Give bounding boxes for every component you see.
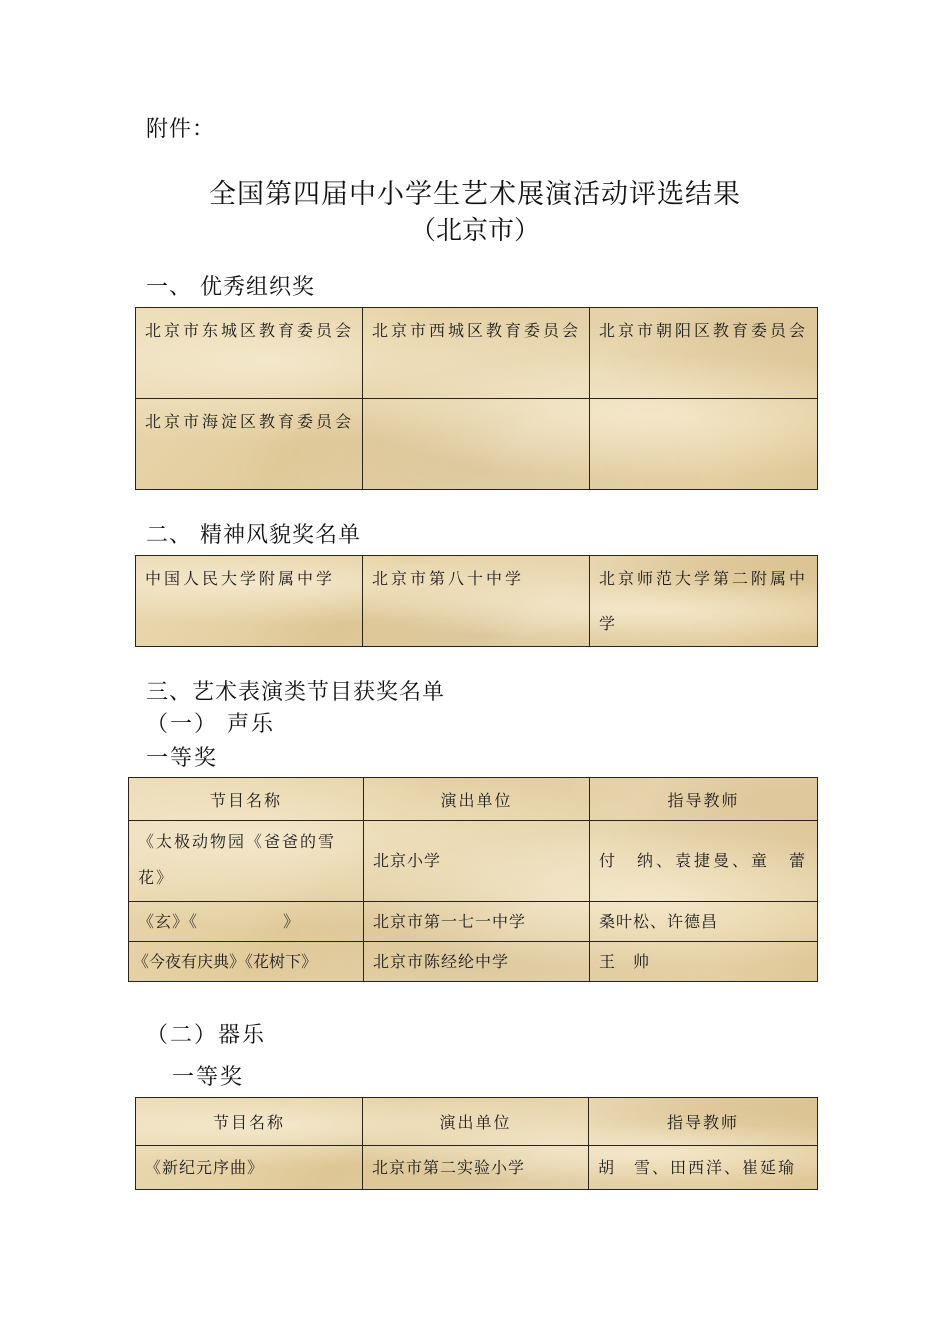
organization-award-table (135, 307, 818, 490)
instructors: 桑叶松、许德昌 (590, 902, 818, 942)
program-name: 《今夜有庆典》《花树下》 (129, 942, 364, 982)
table-cell: 北京市海淀区教育委员会 (136, 399, 363, 490)
table-row (129, 821, 818, 902)
document-title: 全国第四届中小学生艺术展演活动评选结果 (209, 179, 741, 210)
column-header: 演出单位 (364, 778, 590, 821)
instructors: 胡 雪、田西洋、崔延瑜 (589, 1146, 818, 1190)
table-header-row (136, 1098, 818, 1146)
table-cell (590, 399, 818, 490)
prize-level-instrumental: 一等奖 (172, 1065, 245, 1090)
document-subtitle: （北京市） (409, 216, 540, 246)
performer-unit: 北京市陈经纶中学 (364, 942, 590, 982)
performer-unit: 北京市第二实验小学 (363, 1146, 589, 1190)
table-row (129, 902, 818, 942)
table-row (136, 1146, 818, 1190)
table-cell (363, 399, 590, 490)
table-row (136, 308, 818, 399)
table-cell: 北京市东城区教育委员会 (136, 308, 363, 399)
table-cell: 北京师范大学第二附属中学 (590, 556, 818, 647)
table-cell: 北京市朝阳区教育委员会 (590, 308, 818, 399)
section-heading-spirit-award: 二、 精神风貌奖名单 (146, 523, 361, 548)
vocal-awards-table (128, 777, 818, 982)
column-header: 节目名称 (129, 778, 364, 821)
subsection-heading-instrumental: （二）器乐 (146, 1023, 267, 1048)
table-row (136, 399, 818, 490)
table-cell: 北京市第八十中学 (363, 556, 590, 647)
spirit-award-table (135, 555, 818, 647)
program-name: 《新纪元序曲》 (136, 1146, 363, 1190)
prize-level-vocal: 一等奖 (146, 746, 219, 771)
table-row (129, 942, 818, 982)
table-row (136, 556, 818, 647)
program-name: 《太极动物园《爸爸的雪花》 (129, 821, 364, 902)
attachment-label: 附件： (146, 117, 216, 142)
instructors: 王 帅 (590, 942, 818, 982)
performer-unit: 北京市第一七一中学 (364, 902, 590, 942)
instrumental-awards-table (135, 1097, 818, 1190)
column-header: 指导教师 (590, 778, 818, 821)
section-heading-organization-award: 一、 优秀组织奖 (146, 275, 315, 300)
instructors: 付 纳、袁捷曼、童 蕾 (590, 821, 818, 902)
subsection-heading-vocal: （一） 声乐 (146, 712, 275, 737)
table-cell: 北京市西城区教育委员会 (363, 308, 590, 399)
column-header: 演出单位 (363, 1098, 589, 1146)
program-name: 《玄》《 》 (129, 902, 364, 942)
column-header: 指导教师 (589, 1098, 818, 1146)
table-cell: 中国人民大学附属中学 (136, 556, 363, 647)
table-header-row (129, 778, 818, 821)
column-header: 节目名称 (136, 1098, 363, 1146)
section-heading-performance-awards: 三、艺术表演类节目获奖名单 (146, 680, 446, 705)
performer-unit: 北京小学 (364, 821, 590, 902)
